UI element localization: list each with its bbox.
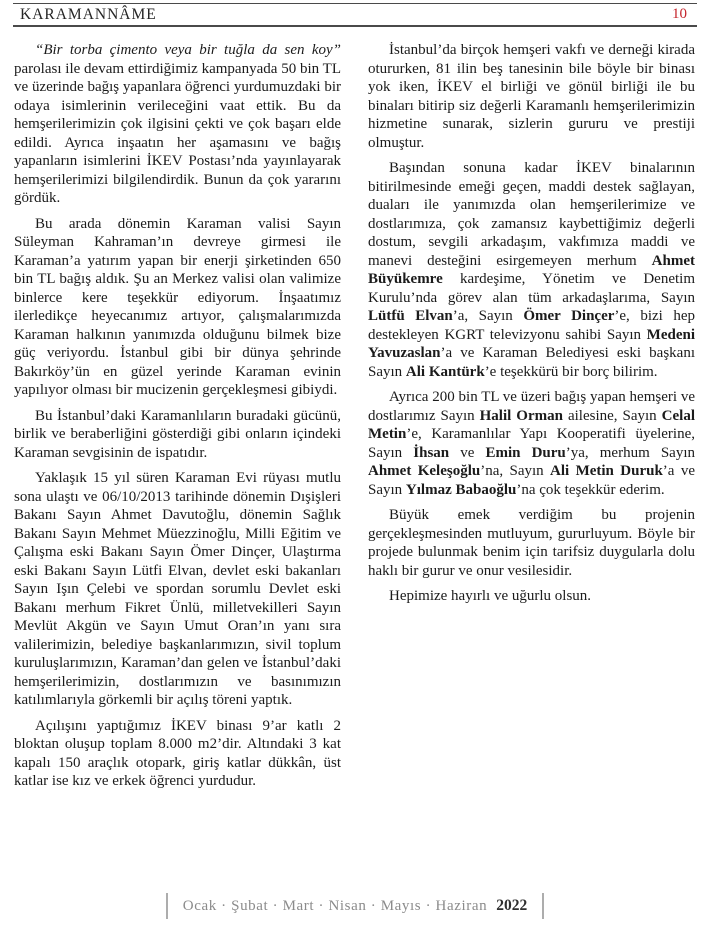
paragraph: Yaklaşık 15 yıl süren Karaman Evi rüyası mutlu sona ulaştı ve 06/10/2013 tarihinde dönemin Dışişleri Bakanı Sayın Ahmet Davutoğlu, dönemin Sağlık Bakanı Sayın Mehmet Müezzinoğlu, Milli Eğitim ve Çalışma eski Bakanı Sayın Ömer Dinçer, Ulaştırma eski Bakanı Sayın Lütfi Elvan, devlet eski bakanları Sayın Işın Çelebi ve spordan sorumlu Devlet eski Bakanı merhum Fikret Ünlü, milletvekilleri Sayın Mevlüt Akgün ve Sayın Umut Oran’ın yanı sıra valilerimizin, belediye başkanlarımızın, sivil toplum kuruluşlarımızın, Karaman’dan gelen ve İstanbul’daki hemşerilerimizin, dostlarımızın ve basınımızın katılımlarıyla görkemli bir açılış töreni yaptık.: [14, 470, 341, 708]
footer-months: Ocak · Şubat · Mart · Nisan · Mayıs · Haziran: [182, 897, 488, 914]
page-header: [13, 3, 697, 27]
footer-year: 2022: [496, 897, 528, 914]
paragraph: Ayrıca 200 bin TL ve üzeri bağış yapan hemşeri ve dostlarımız Sayın Halil Orman ailesine, Sayın Celal Metin’e, Karamanlılar Yapı Kooperatifi üyelerine, Sayın İhsan ve Emin Duru’ya, merhum Sayın Ahmet Keleşoğlu’na, Sayın Ali Metin Duruk’a ve Sayın Yılmaz Babaoğlu’na çok teşekkür ederim.: [368, 389, 695, 498]
paragraph: Bu arada dönemin Karaman valisi Sayın Süleyman Kahraman’ın devreye girmesi ile Karaman’a yatırım yapan bir enerji şirketinden 650 bin TL bağış aldık. Şu an Merkez valisi olan valimize binlerce kere teşekkür ediyorum. İnşaatımız ilerledikçe heyecanımız artıyor, çalışmalarımızda Karaman halkının yanımızda olduğunu bilmek bize güç veriyordu. İstanbul gibi bir dünya şehrinde Bakırköy’ün en güzel yerinde Karaman evinin yapılıyor olması bir mucizenin gerçekleşmesi gibiydi.: [14, 215, 341, 398]
page-footer: [0, 892, 710, 920]
footer-right-rule: [542, 893, 544, 919]
right-column: [368, 41, 695, 888]
paragraph: Açılışını yaptığımız İKEV binası 9’ar katlı 2 bloktan oluşup toplam 8.000 m2’dir. Altındaki 3 kat kapalı 150 araçlık otopark, giriş katlar dükkân, üst katlar ise kız ve erkek öğrenci yurdudur.: [14, 717, 341, 789]
paragraph: “Bir torba çimento veya bir tuğla da sen koy” parolası ile devam ettirdiğimiz kampanyada 50 bin TL ve üzerinde bağış yapanlara öğrenci yurdumuzdaki bir odaya isimlerinin verileceğini vaat ettik. Bu da hemşerilerimizin çok ilgisini çekti ve çok başarı elde edildi. Ayrıca inşaatın her aşamasını ve bağış yapanların isimlerini İKEV Postası’nda yayınlayarak hemşerilerimizi bilgilendirdik. Bunun da çok yararını gördük.: [14, 42, 341, 206]
paragraph: Hepimize hayırlı ve uğurlu olsun.: [389, 588, 592, 604]
paragraph: Büyük emek verdiğim bu projenin gerçekleşmesinden mutluyum, gururluyum. Böyle bir projede bulunmak benim için tarifsiz duygularla dolu haklı bir gurur ve onur vesilesidir.: [368, 507, 695, 579]
article-body: [14, 41, 695, 888]
footer-left-rule: [166, 893, 168, 919]
left-column: [14, 41, 341, 888]
paragraph: Bu İstanbul’daki Karamanlıların buradaki gücünü, birlik ve beraberliğini gösterdiği gibi onların içindeki Karaman sevgisinin de ispatıdır.: [14, 407, 341, 461]
paragraph: Başından sonuna kadar İKEV binalarının bitirilmesinde emeği geçen, maddi destek sağlayan, duaları ile yanımızda olan hemşerilerimize ve dostlarımıza, çok zamansız kaybettiğimiz değerli dostum, sevgili arkadaşım, vakfımıza maddi ve manevi desteğini esirgemeyen merhum Ahmet Büyükemre kardeşime, Yönetim ve Denetim Kurulu’nda görev alan tüm arkadaşlarıma, Sayın Lütfü Elvan’a, Sayın Ömer Dinçer’e, bizi hep destekleyen KGRT televizyonu sahibi Sayın Medeni Yavuzaslan’a ve Karaman Belediyesi eski başkanı Sayın Ali Kantürk’e teşekkürü bir borç bilirim.: [368, 160, 695, 380]
journal-title: KARAMANNÂME: [20, 5, 157, 23]
paragraph: İstanbul’da birçok hemşeri vakfı ve derneği kirada otururken, 81 ilin beş tanesinin bile böyle bir binası yok iken, İKEV el birliği ve gönül birliği ile bu binaları bitirip siz değerli Karamanlı hemşerilerimizin hizmetine sunarak, sizlerin gururu ve prestiji olmuştur.: [368, 42, 695, 151]
page-number: 10: [672, 6, 687, 22]
